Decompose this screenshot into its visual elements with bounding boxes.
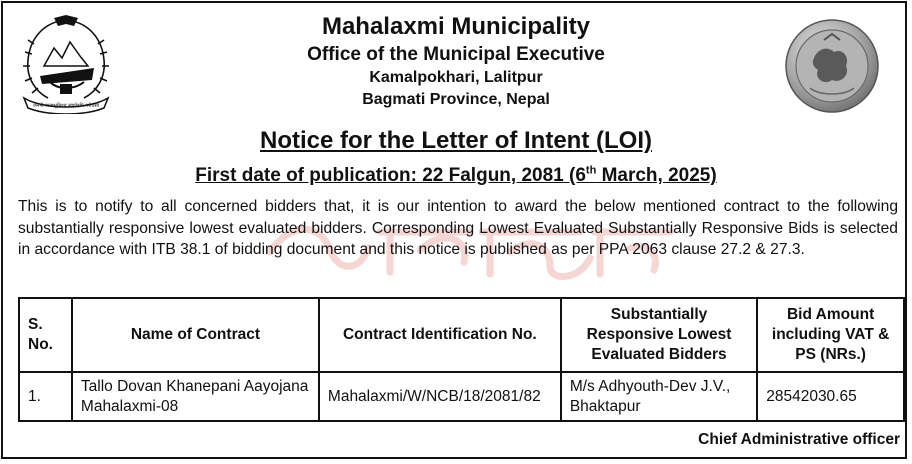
notice-title <box>0 126 912 156</box>
header-contract-name: Name of Contract <box>72 298 319 372</box>
notice-title-text: Notice for the Letter of Intent (LOI) <box>260 127 652 154</box>
header-bid-amount: Bid Amount including VAT & PS (NRs.) <box>757 298 904 372</box>
cell-serial-number: 1. <box>19 372 72 421</box>
signatory-title: Chief Administrative officer <box>698 431 900 448</box>
date-suffix: March, 2025) <box>596 165 717 187</box>
office-name: Office of the Municipal Executive <box>307 44 605 65</box>
table-row <box>19 372 904 421</box>
notice-body: This is to notify to all concerned bidders that, it is our intention to award the below mentioned contract to the following substantially responsive lowest evaluated bidders. Corresponding Lowest Evaluated Substantially Responsive Bids is selected in accordance with ITB 38.1 of bidding document and this notice is published as per PPA 2063 clause 27.2 & 27.3. <box>18 198 898 258</box>
municipality-seal-icon <box>784 18 880 114</box>
date-superscript: th <box>585 165 597 177</box>
cell-bidder: M/s Adhyouth-Dev J.V., Bhaktapur <box>561 372 757 421</box>
contracts-table <box>18 297 905 422</box>
emblem-ribbon-text: जननी जन्मभूमिश्च स्वर्गादपि गरीयसी <box>32 103 100 109</box>
municipality-name: Mahalaxmi Municipality <box>321 13 591 40</box>
header-serial-number: S. No. <box>19 298 72 372</box>
publication-date <box>0 158 912 189</box>
address-line-2: Bagmati Province, Nepal <box>362 91 550 108</box>
cell-bid-amount: 28542030.65 <box>757 372 904 421</box>
letterhead <box>250 12 662 111</box>
date-prefix: First date of publication: 22 Falgun, 2081 (6 <box>195 165 586 187</box>
header-bidder: Substantially Responsive Lowest Evaluated Bidders <box>561 298 757 372</box>
nepal-government-emblem-icon <box>14 14 118 114</box>
cell-contract-id: Mahalaxmi/W/NCB/18/2081/82 <box>319 372 561 421</box>
cell-contract-name: Tallo Dovan Khanepani Aayojana Mahalaxmi-08 <box>72 372 319 421</box>
address-line-1: Kamalpokhari, Lalitpur <box>369 69 543 86</box>
header-contract-id: Contract Identification No. <box>319 298 561 372</box>
table-header-row <box>19 298 904 372</box>
